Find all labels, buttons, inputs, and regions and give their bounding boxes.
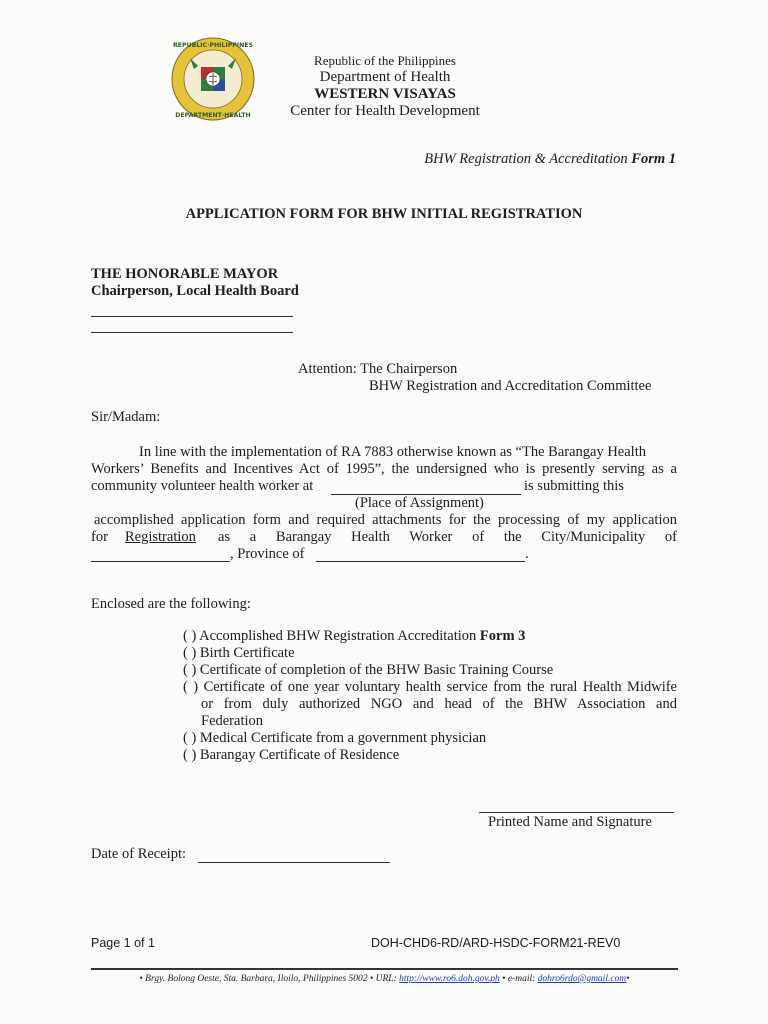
salutation: Sir/Madam: bbox=[91, 409, 161, 425]
form-reference-prefix: BHW Registration & Accreditation bbox=[424, 151, 632, 167]
attachments-list bbox=[183, 628, 677, 764]
letterhead bbox=[260, 52, 510, 120]
attachment-item[interactable]: ( ) Birth Certificate bbox=[183, 645, 295, 661]
form-code: DOH-CHD6-RD/ARD-HSDC-FORM21-REV0 bbox=[371, 936, 621, 950]
signature-field[interactable] bbox=[479, 812, 674, 813]
body-line-5-for: for bbox=[91, 529, 108, 545]
attachment-item[interactable]: ( ) Certificate of completion of the BHW Basic Training Course bbox=[183, 662, 554, 678]
addressee-blank-line-2[interactable] bbox=[91, 332, 293, 333]
attachment-item[interactable]: ( ) Medical Certificate from a government physician bbox=[183, 730, 487, 746]
attachment-item[interactable]: ( ) Certificate of one year voluntary health service from the rural Health Midwife bbox=[183, 679, 677, 695]
header-line-republic: Republic of the Philippines bbox=[314, 53, 456, 68]
header-line-region: WESTERN VISAYAS bbox=[314, 86, 456, 102]
attachment-item-text: ( ) Accomplished BHW Registration Accreditation bbox=[183, 628, 480, 644]
province-field[interactable] bbox=[316, 561, 525, 562]
svg-text:DEPARTMENT·HEALTH: DEPARTMENT·HEALTH bbox=[175, 112, 251, 119]
doh-seal-logo bbox=[170, 36, 256, 122]
attachment-item-continued: or from duly authorized NGO and head of the BHW Association and bbox=[201, 696, 677, 712]
svg-text:REPUBLIC·PHILIPPINES: REPUBLIC·PHILIPPINES bbox=[173, 42, 253, 49]
header-line-department: Department of Health bbox=[319, 69, 451, 85]
addressee bbox=[91, 266, 299, 300]
body-line-6-end: . bbox=[525, 546, 529, 562]
attention-committee: BHW Registration and Accreditation Committee bbox=[369, 378, 652, 394]
footer-url-link[interactable]: http://www.ro6.doh.gov.ph bbox=[399, 974, 500, 984]
addressee-role: Chairperson, Local Health Board bbox=[91, 283, 299, 299]
date-of-receipt-label: Date of Receipt: bbox=[91, 846, 187, 862]
footer-end-bullet: • bbox=[626, 974, 630, 984]
footer-email-label: • e-mail: bbox=[499, 974, 538, 984]
place-of-assignment-caption: (Place of Assignment) bbox=[355, 495, 484, 511]
body-line-5-rest: as a Barangay Health Worker of the City/Municipality of bbox=[218, 529, 677, 545]
registration-type: Registration bbox=[125, 529, 196, 545]
header-line-center: Center for Health Development bbox=[290, 103, 480, 119]
attachment-item-continued: Federation bbox=[201, 713, 264, 729]
body-line-1: In line with the implementation of RA 7883 otherwise known as “The Barangay Health bbox=[139, 444, 646, 460]
attention-block bbox=[298, 361, 651, 395]
attachment-item[interactable] bbox=[183, 628, 677, 645]
body-line-4: accomplished application form and required attachments for the processing of my application bbox=[94, 512, 677, 528]
attachment-item[interactable]: ( ) Barangay Certificate of Residence bbox=[183, 747, 400, 763]
attachment-form-number: Form 3 bbox=[479, 628, 526, 644]
form-reference bbox=[424, 151, 676, 168]
body-line-3a: community volunteer health worker at bbox=[91, 478, 314, 494]
page-number: Page 1 of 1 bbox=[91, 936, 155, 950]
date-of-receipt-field[interactable] bbox=[198, 862, 390, 863]
footer-divider bbox=[91, 968, 678, 970]
footer-address bbox=[91, 974, 678, 984]
form-reference-number: Form 1 bbox=[631, 151, 676, 167]
footer-address-text: • Brgy. Bolong Oeste, Sta. Barbara, Iloilo, Philippines 5002 • URL: bbox=[139, 974, 400, 984]
enclosed-label: Enclosed are the following: bbox=[91, 596, 251, 612]
signature-label: Printed Name and Signature bbox=[488, 814, 652, 830]
attention-line: Attention: The Chairperson bbox=[298, 361, 458, 377]
city-municipality-field[interactable] bbox=[91, 561, 230, 562]
body-line-2: Workers’ Benefits and Incentives Act of 1995”, the undersigned who is presently serving as a bbox=[91, 461, 677, 477]
document-title: APPLICATION FORM FOR BHW INITIAL REGISTRATION bbox=[185, 206, 583, 222]
footer-email-link[interactable]: dohro6rdo@gmail.com bbox=[537, 974, 627, 984]
addressee-title: THE HONORABLE MAYOR bbox=[91, 266, 279, 282]
addressee-blank-line-1[interactable] bbox=[91, 316, 293, 317]
body-line-3b: is submitting this bbox=[524, 478, 624, 494]
body-line-6-province: , Province of bbox=[230, 546, 305, 562]
